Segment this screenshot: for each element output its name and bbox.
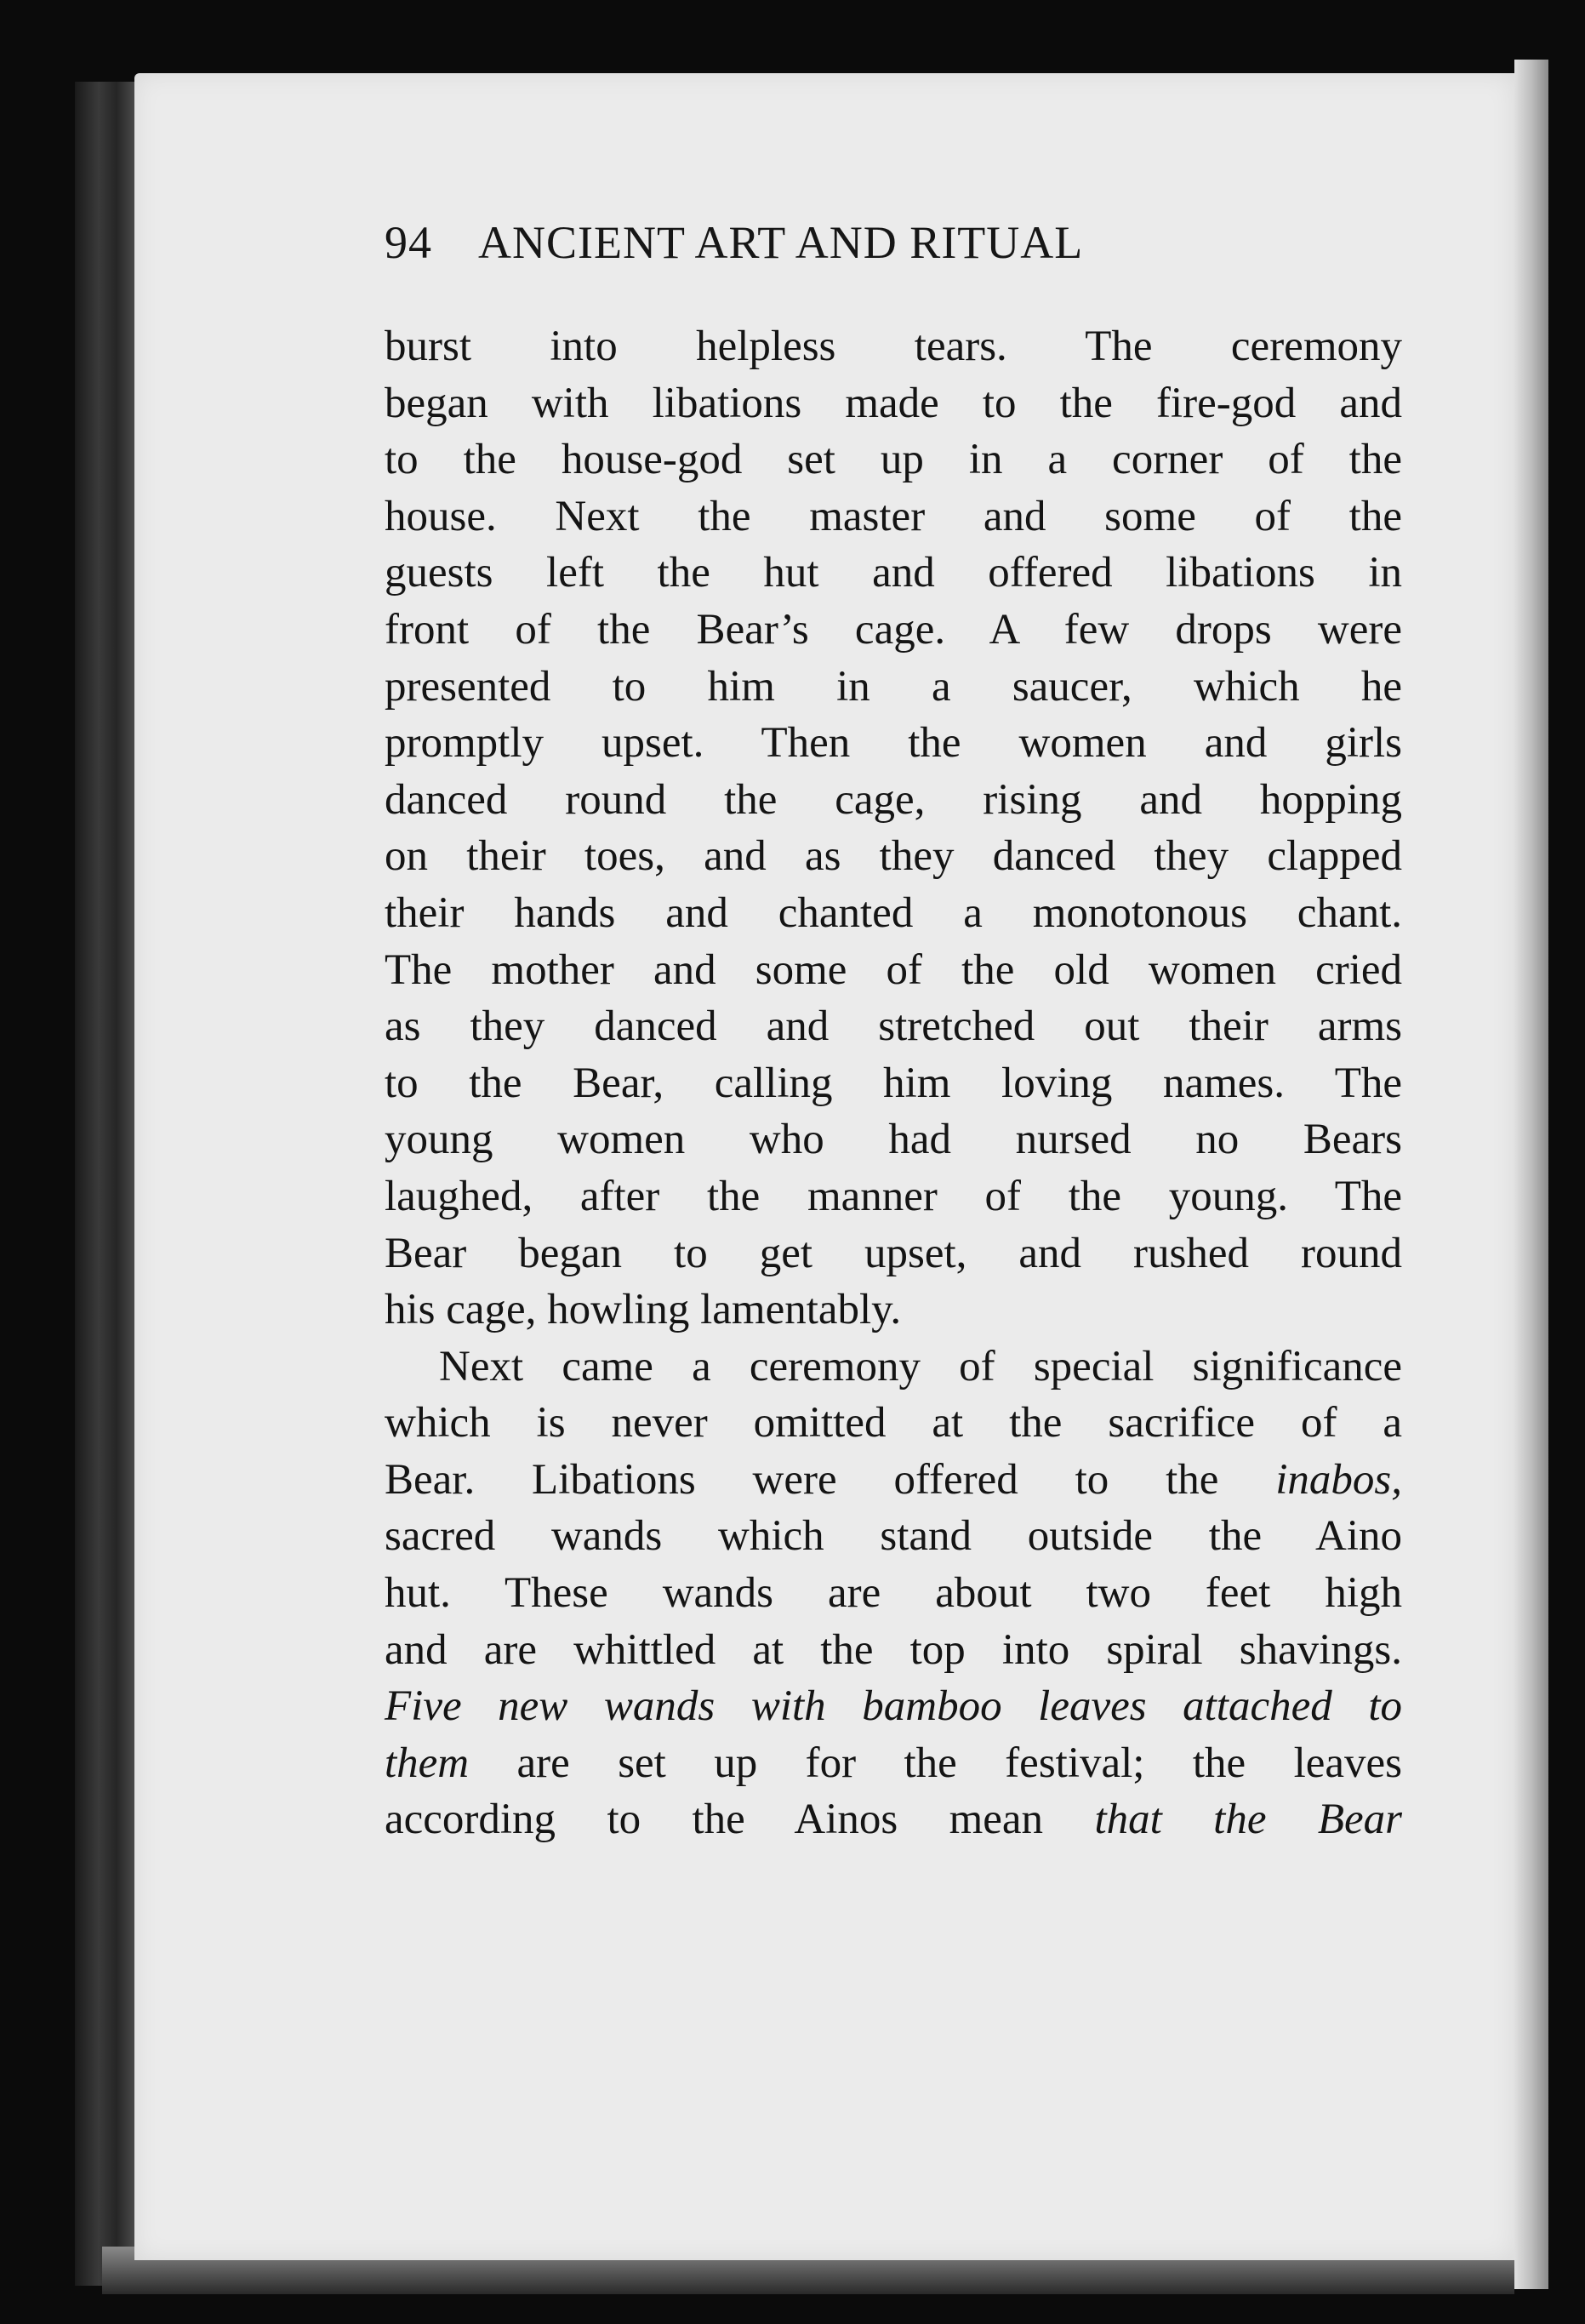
text-line: front of the Bear’s cage. A few drops were	[385, 605, 1402, 654]
text-line	[385, 1678, 1402, 1735]
text-line: as they danced and stretched out their arms	[385, 1002, 1402, 1051]
text-segment: are set up for the festival; the leaves	[516, 1739, 1403, 1787]
text-line: sacred wands which stand outside the Aino	[385, 1512, 1402, 1561]
text-line: began with libations made to the fire-god and	[385, 379, 1402, 427]
text-line	[385, 1452, 1402, 1509]
text-line: young women who had nursed no Bears	[385, 1116, 1402, 1164]
italic-term: them	[385, 1739, 470, 1787]
text-line: Next came a ceremony of special significance	[439, 1342, 1402, 1390]
text-segment: Bear. Libations were offered to the	[385, 1455, 1219, 1504]
text-line: The mother and some of the old women cried	[385, 945, 1402, 994]
text-line: laughed, after the manner of the young. The	[385, 1172, 1402, 1220]
text-line: burst into helpless tears. The ceremony	[385, 323, 1402, 370]
text-line: which is never omitted at the sacrifice of a	[385, 1399, 1402, 1448]
running-title: ANCIENT ART AND RITUAL	[478, 217, 1084, 268]
italic-term: inabos,	[1275, 1455, 1403, 1504]
text-line: hut. These wands are about two feet high	[385, 1569, 1402, 1618]
italic-phrase: that the Bear	[1094, 1796, 1403, 1844]
text-line: on their toes, and as they danced they clapped	[385, 832, 1402, 881]
text-line: his cage, howling lamentably.	[385, 1286, 902, 1334]
page-edge-right	[1514, 60, 1548, 2289]
text-line	[385, 1735, 1402, 1792]
body-text	[385, 318, 1402, 1848]
text-line: promptly upset. Then the women and girls	[385, 719, 1402, 768]
text-line: house. Next the master and some of the	[385, 492, 1402, 540]
text-segment: according to the Ainos mean	[385, 1796, 1044, 1844]
text-line: to the Bear, calling him loving names. The	[385, 1059, 1402, 1107]
text-line: guests left the hut and offered libations in	[385, 549, 1402, 597]
text-line: presented to him in a saucer, which he	[385, 662, 1402, 711]
italic-phrase: Five new wands with bamboo leaves attached to	[385, 1682, 1402, 1731]
text-line: to the house-god set up in a corner of the	[385, 436, 1402, 484]
running-head	[385, 216, 1286, 284]
text-line: Bear began to get upset, and rushed round	[385, 1229, 1402, 1277]
text-line: danced round the cage, rising and hopping	[385, 775, 1402, 824]
page-number: 94	[385, 217, 432, 268]
text-line	[385, 1791, 1402, 1848]
text-line: their hands and chanted a monotonous chant.	[385, 888, 1402, 937]
book-spine-edge	[75, 82, 134, 2286]
text-line: and are whittled at the top into spiral shavings.	[385, 1625, 1402, 1674]
